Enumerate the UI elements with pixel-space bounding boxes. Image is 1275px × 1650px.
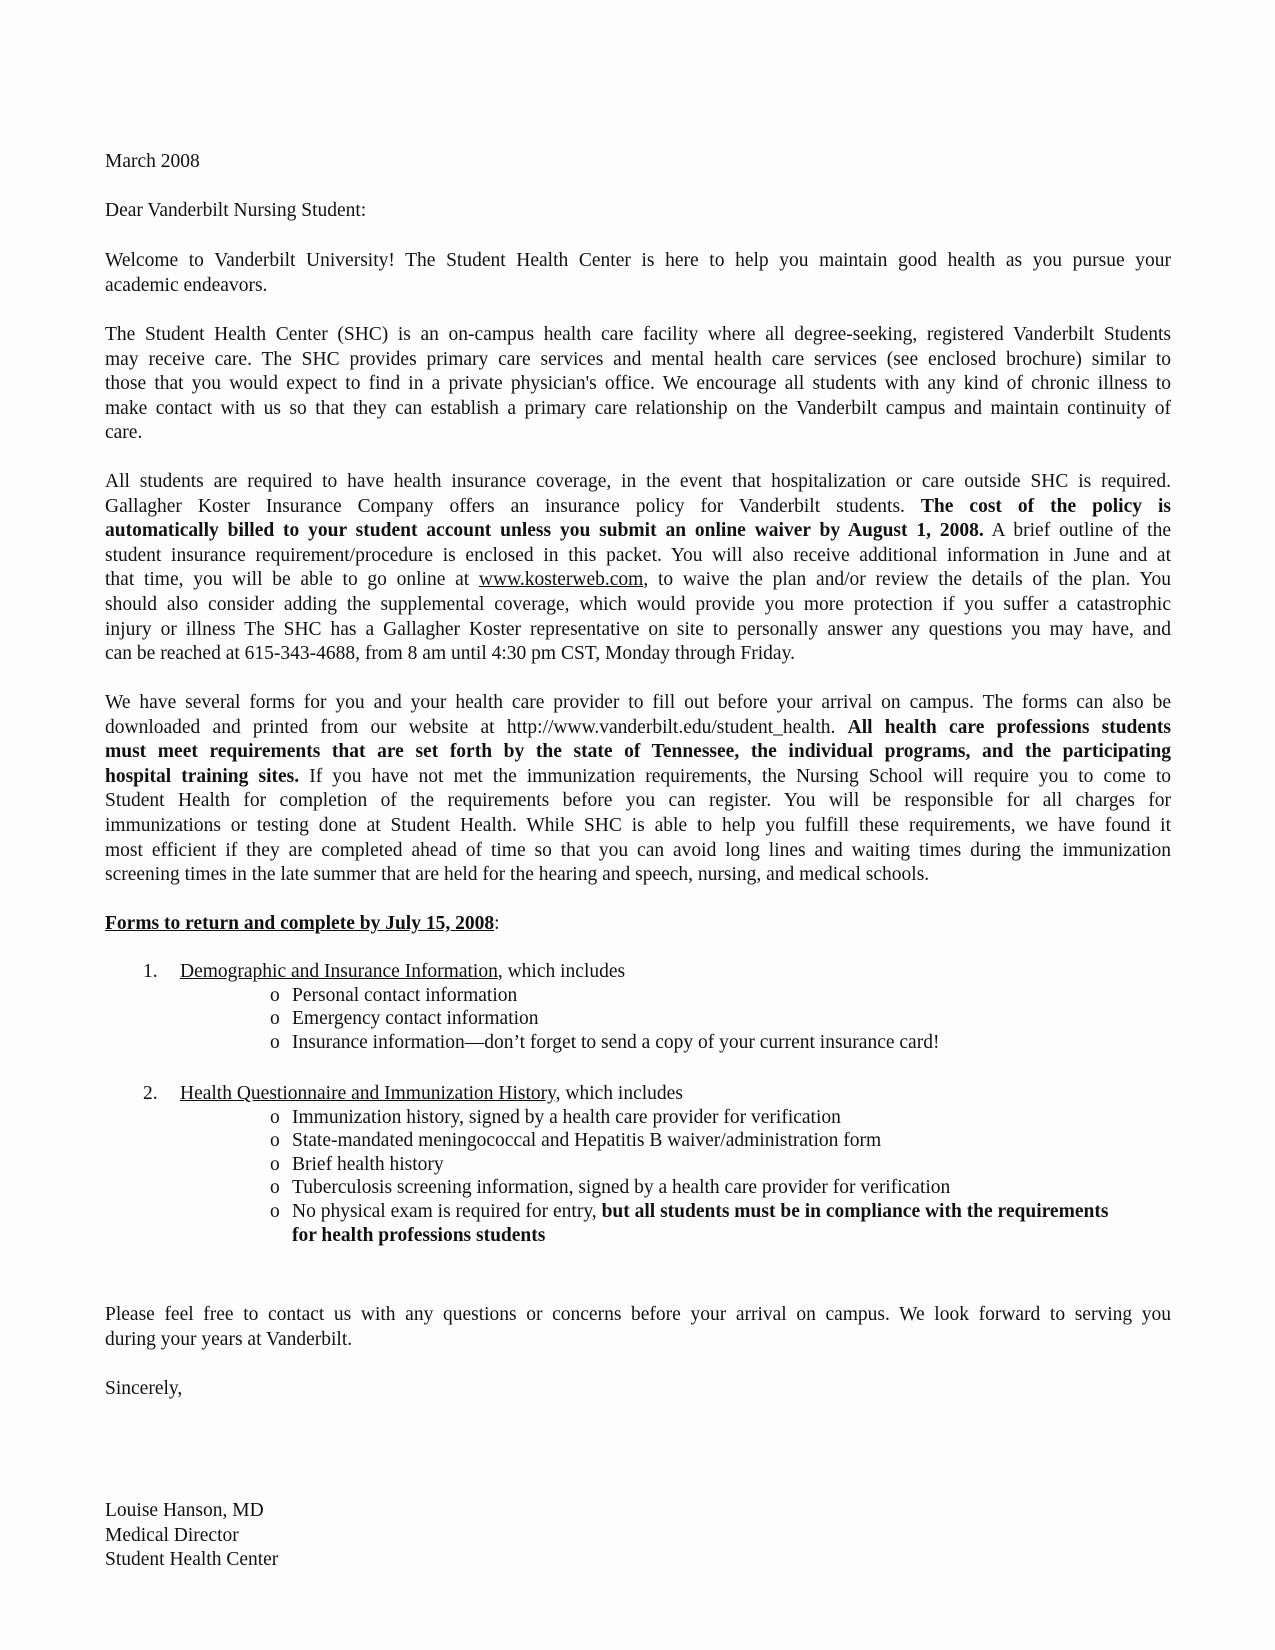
link-text[interactable]: www.kosterweb.com — [478, 569, 644, 591]
bullet-icon: o — [270, 1153, 280, 1175]
form-title-text: Demographic and Insurance Information — [180, 961, 498, 982]
text-line — [105, 249, 1171, 274]
text-line — [105, 642, 1171, 667]
text-segment: hospital training sites. — [105, 765, 300, 787]
signature-org: Student Health Center — [105, 1549, 279, 1571]
text-line — [105, 593, 1171, 618]
signoff: Sincerely, — [105, 1378, 183, 1399]
text-segment: Welcome to Vanderbilt University! The Student Health Center is here to help you maintain good health as you pursue your — [105, 250, 1171, 271]
list-item: Emergency contact information — [292, 1008, 539, 1029]
closing-paragraph — [105, 1303, 1171, 1352]
bullet-icon: o — [270, 1130, 280, 1151]
text-segment: may receive care. The SHC provides primary care services and mental health care services (see enclosed brochure) similar to — [105, 348, 1171, 370]
closing-line: Please feel free to contact us with any questions or concerns before your arrival on campus. We look forward to serving you — [105, 1304, 1171, 1325]
text-line — [105, 421, 1171, 446]
text-line — [105, 470, 1171, 495]
text-segment: for health professions students — [292, 1225, 546, 1247]
text-line — [105, 348, 1171, 373]
form-title-suffix: which includes — [560, 1083, 683, 1104]
text-line — [105, 495, 1171, 520]
text-segment: All health care professions students — [847, 716, 1171, 738]
letter-date: March 2008 — [105, 151, 200, 172]
colon: : — [494, 913, 500, 934]
text-line — [105, 740, 1171, 765]
text-segment: If you have not met the immunization requirements, the Nursing School will require you to come to — [299, 765, 1172, 787]
text-segment: most efficient if they are completed ahead of time so that you can avoid long lines and waiting times during the immunization — [105, 839, 1171, 861]
text-segment: No physical exam is required for entry, — [292, 1200, 602, 1222]
text-segment: injury or illness The SHC has a Gallagher Koster representative on site to personally answer any questions you may have, and — [105, 618, 1171, 640]
list-item: Tuberculosis screening information, signed by a health care provider for verification — [292, 1177, 951, 1198]
text-segment: All students are required to have health insurance coverage, in the event that hospitalization or care outside SHC is required. — [105, 471, 1171, 492]
forms-heading — [105, 912, 1171, 937]
text-line — [105, 839, 1171, 864]
form-title-text: Health Questionnaire and Immunization History, — [180, 1083, 561, 1104]
text-line — [105, 323, 1171, 348]
text-segment: those that you would expect to find in a private physician's office. We encourage all students with any kind of chronic illness to — [105, 373, 1171, 395]
text-line — [105, 544, 1171, 569]
text-line — [105, 519, 1171, 544]
list-item: Immunization history, signed by a health care provider for verification — [292, 1106, 841, 1128]
bullet-icon: o — [270, 1177, 280, 1198]
paragraph-shc — [105, 323, 1171, 446]
text-segment: can be reached at 615-343-4688, from 8 am until 4:30 pm CST, Monday through Friday. — [105, 643, 795, 665]
list-number: 1. — [143, 961, 158, 982]
text-segment: student insurance requirement/procedure is enclosed in this packet. You will also receive additional information in June and at — [105, 544, 1171, 566]
salutation: Dear Vanderbilt Nursing Student: — [105, 200, 367, 221]
bullet-icon: o — [270, 984, 280, 1006]
text-segment: should also consider adding the supplemental coverage, which would provide you more protection if you suffer a catastrophic — [105, 593, 1171, 615]
text-segment: care. — [105, 422, 143, 444]
text-segment: but all students must be in compliance with the requirements — [601, 1200, 1109, 1222]
text-segment: downloaded and printed from our website at http://www.vanderbilt.edu/student_health. — [105, 716, 848, 738]
text-line — [105, 814, 1171, 839]
closing-line: during your years at Vanderbilt. — [105, 1328, 353, 1350]
text-segment: immunizations or testing done at Student Health. While SHC is able to help you fulfill these requirements, we have found it — [105, 814, 1171, 836]
signature-block — [105, 1499, 1171, 1573]
text-segment: that time, you will be able to go online at — [105, 569, 479, 591]
text-segment: academic endeavors. — [105, 274, 268, 296]
paragraph-forms — [105, 691, 1171, 888]
paragraph-welcome — [105, 249, 1171, 298]
bullet-icon: o — [270, 1031, 280, 1053]
text-segment: Student Health for completion of the requirements before you can register. You will be responsible for all charges for — [105, 790, 1171, 812]
list-item: Brief health history — [292, 1153, 444, 1175]
form-title — [180, 960, 625, 985]
list-number: 2. — [143, 1083, 158, 1104]
bullet-icon: o — [270, 1200, 280, 1222]
text-segment: screening times in the late summer that are held for the hearing and speech, nursing, and medical schools. — [105, 864, 930, 886]
text-line — [105, 765, 1171, 790]
list-item: Personal contact information — [292, 984, 518, 1006]
text-segment: We have several forms for you and your health care provider to fill out before your arrival on campus. The forms can also be — [105, 692, 1171, 713]
text-segment: make contact with us so that they can establish a primary care relationship on the Vanderbilt campus and maintain continuity of — [105, 397, 1171, 419]
list-item — [292, 1200, 1172, 1249]
text-line — [105, 618, 1171, 643]
text-line — [105, 716, 1171, 741]
text-line — [105, 789, 1171, 814]
form-title-suffix: , which includes — [497, 961, 626, 982]
text-segment: automatically billed to your student account unless you submit an online waiver by August 1, 2008. — [105, 520, 984, 542]
list-item: Insurance information—don’t forget to send a copy of your current insurance card! — [292, 1031, 940, 1053]
bullet-icon: o — [270, 1106, 280, 1128]
form-title — [180, 1082, 683, 1107]
text-line — [105, 274, 1171, 299]
text-line — [105, 372, 1171, 397]
text-line — [105, 397, 1171, 422]
text-segment: The Student Health Center (SHC) is an on-campus health care facility where all degree-seeking, registered Vanderbilt Students — [105, 324, 1171, 345]
text-line — [105, 568, 1171, 593]
text-segment: A brief outline of the — [983, 520, 1172, 542]
bullet-icon: o — [270, 1008, 280, 1029]
text-segment: , to waive the plan and/or review the details of the plan. You — [643, 569, 1171, 591]
text-segment: Gallagher Koster Insurance Company offers an insurance policy for Vanderbilt students. — [105, 495, 921, 517]
forms-heading-text: Forms to return and complete by July 15, 2008 — [105, 913, 495, 934]
signature-name: Louise Hanson, MD — [105, 1500, 264, 1521]
signature-title: Medical Director — [105, 1524, 239, 1546]
paragraph-insurance — [105, 470, 1171, 667]
text-line — [105, 863, 1171, 888]
text-line — [105, 691, 1171, 716]
text-segment: must meet requirements that are set forth by the state of Tennessee, the individual programs, and the participating — [105, 741, 1171, 763]
list-item: State-mandated meningococcal and Hepatitis B waiver/administration form — [292, 1130, 882, 1151]
text-segment: The cost of the policy is — [920, 495, 1171, 517]
